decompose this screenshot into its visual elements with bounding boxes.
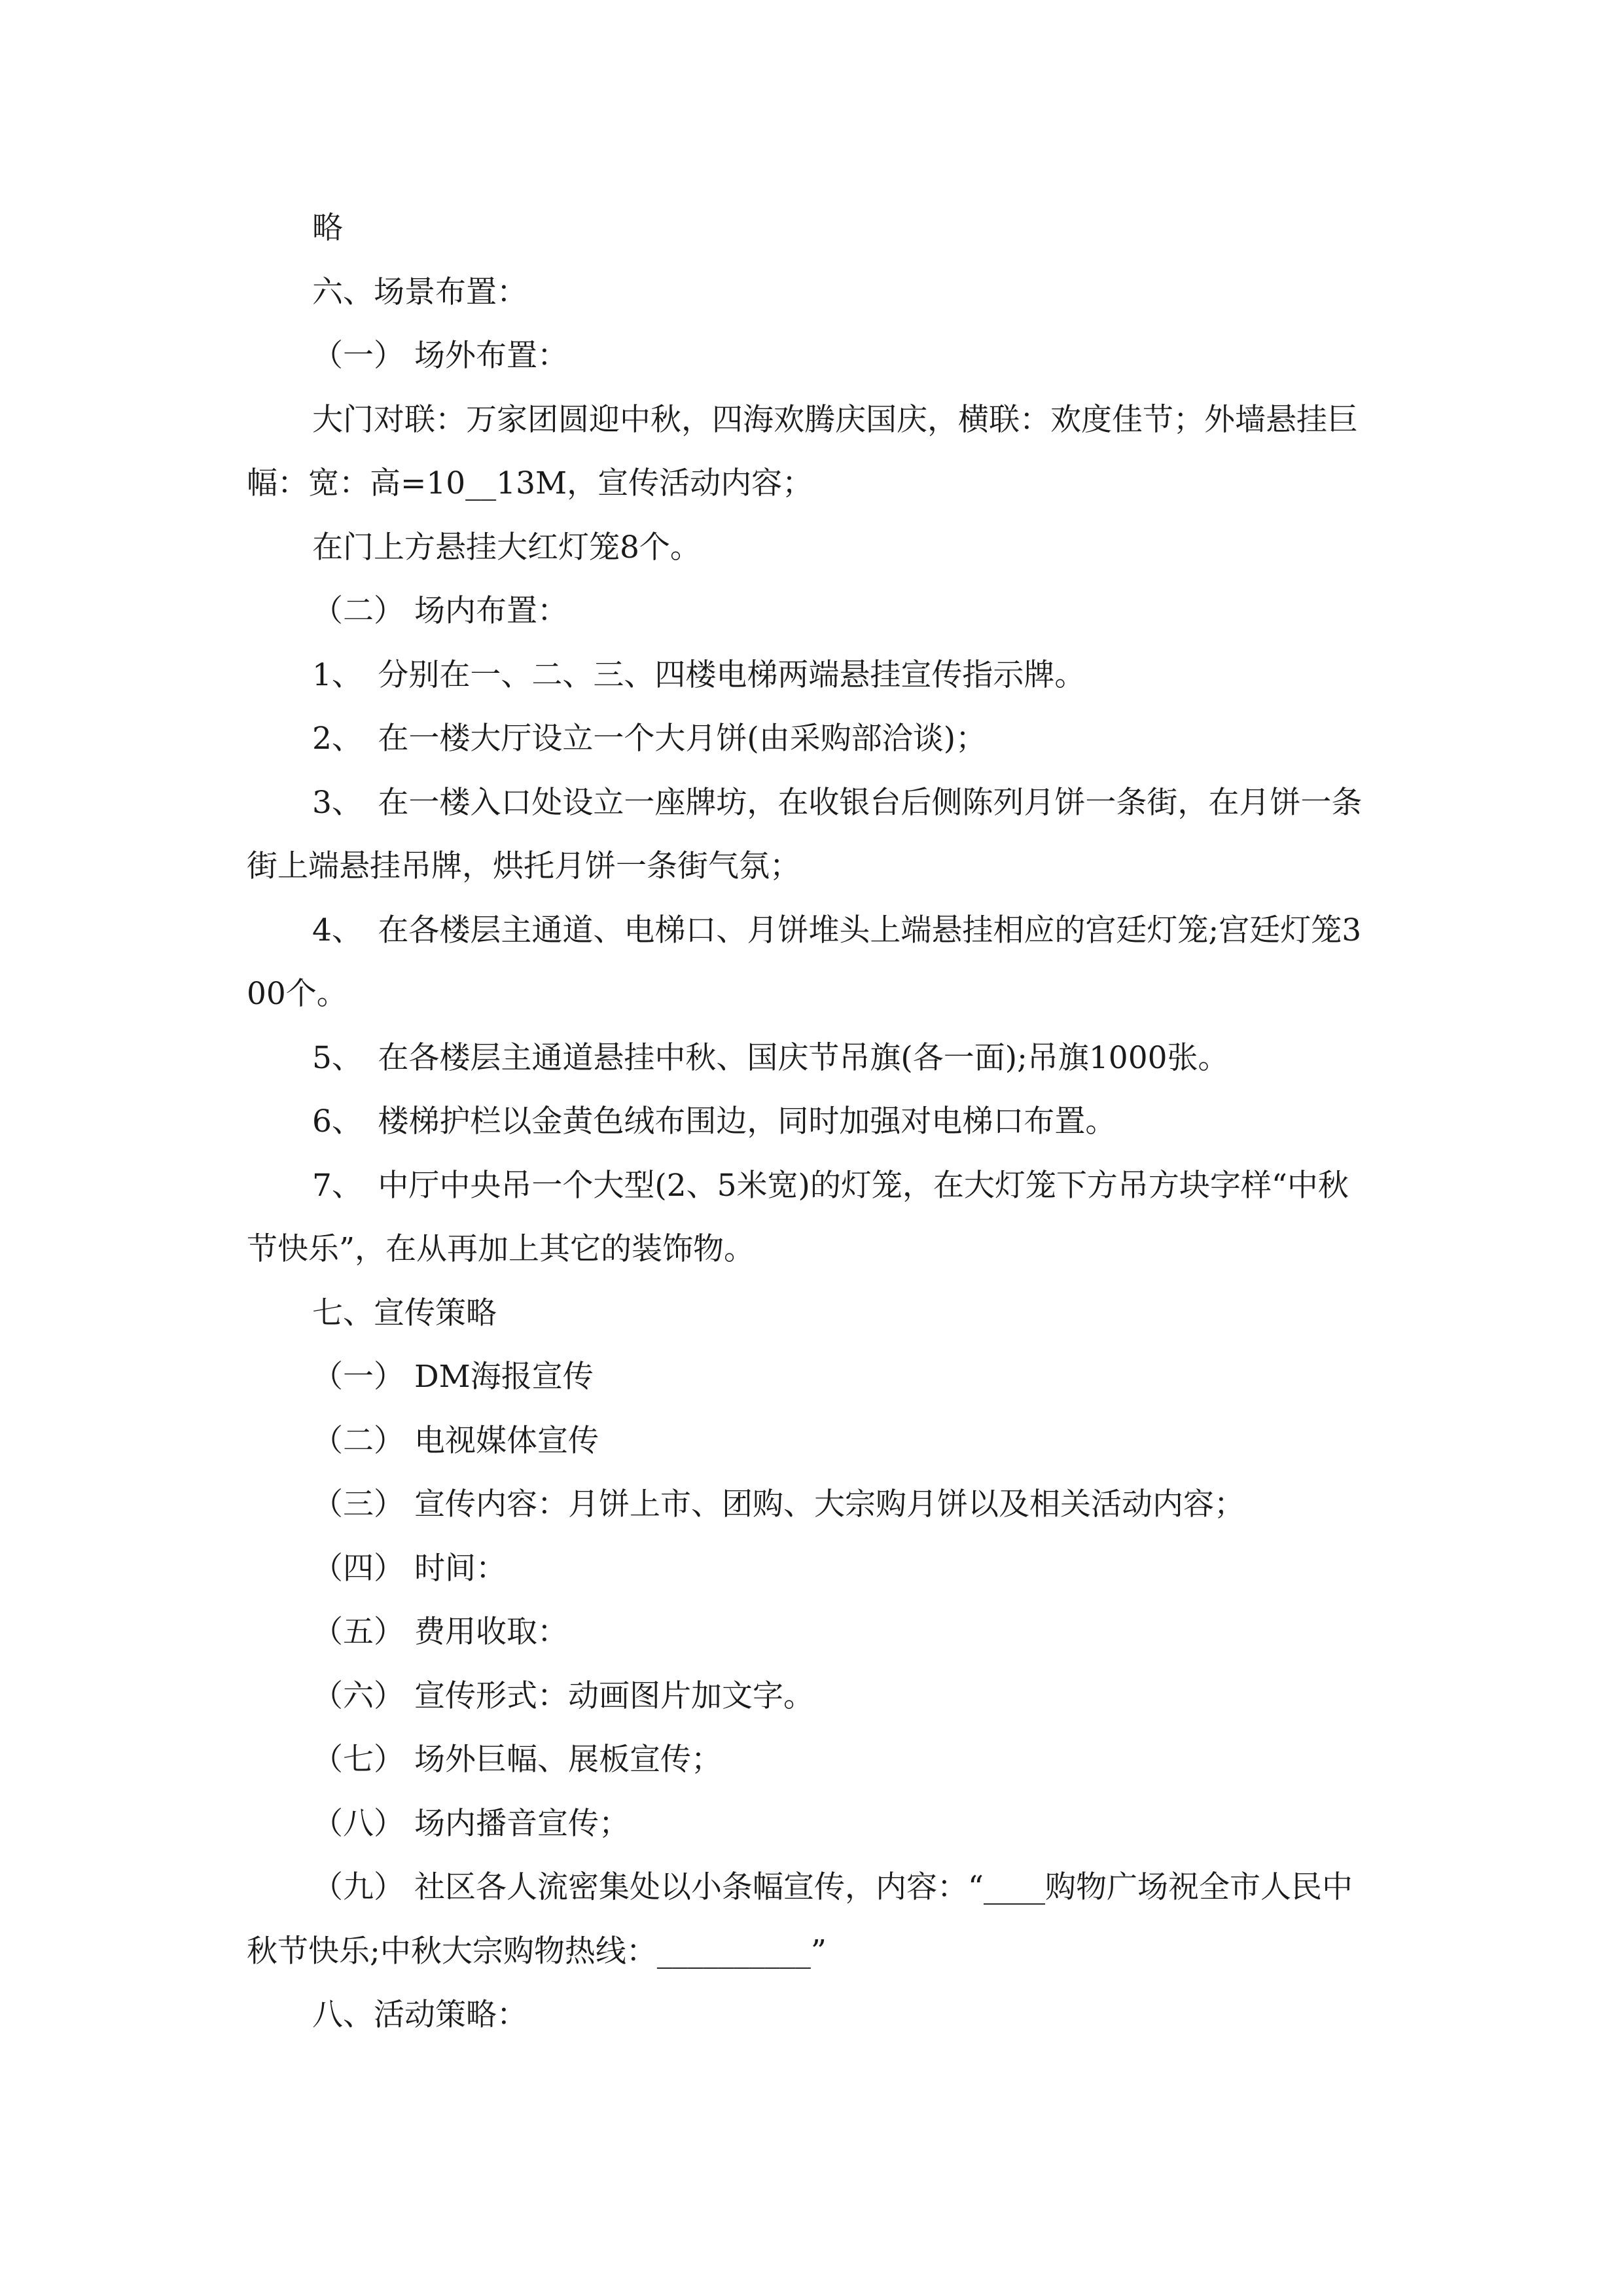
list-item: 1、 分别在一、二、三、四楼电梯两端悬挂宣传指示牌。	[312, 656, 1086, 693]
list-item: （五） 费用收取：	[312, 1614, 568, 1650]
section-heading-7: 七、宣传策略	[312, 1295, 497, 1331]
list-item: （八） 场内播音宣传；	[312, 1805, 630, 1842]
list-item: 7、 中厅中央吊一个大型(2、5米宽)的灯笼，在大灯笼下方吊方块字样“中秋节快乐”，在从再加上其它的装饰物。	[247, 1167, 1349, 1267]
list-item: 4、 在各楼层主通道、电梯口、月饼堆头上端悬挂相应的宫廷灯笼;宫廷灯笼300个。	[247, 912, 1362, 1012]
list-item: （四） 时间：	[312, 1550, 507, 1587]
list-item: （七） 场外巨幅、展板宣传；	[312, 1742, 722, 1778]
list-item: （一） DM海报宣传	[312, 1359, 594, 1395]
subheading: （一） 场外布置：	[312, 338, 568, 374]
list-item: （九） 社区各人流密集处以小条幅宣传，内容：“____购物广场祝全市人民中秋节快乐;中秋大宗购物热线：__________”	[247, 1869, 1353, 1969]
paragraph: 在门上方悬挂大红灯笼8个。	[312, 529, 701, 565]
paragraph: 略	[312, 210, 343, 246]
list-item: 2、 在一楼大厅设立一个大月饼(由采购部洽谈)；	[312, 721, 987, 757]
document-body	[247, 196, 1379, 2047]
section-heading-8: 八、活动策略：	[312, 1997, 527, 2033]
list-item: 5、 在各楼层主通道悬挂中秋、国庆节吊旗(各一面);吊旗1000张。	[312, 1039, 1229, 1076]
list-item: （六） 宣传形式：动画图片加文字。	[312, 1677, 814, 1714]
section-heading-6: 六、场景布置：	[312, 274, 527, 310]
list-item: 3、 在一楼入口处设立一座牌坊，在收银台后侧陈列月饼一条街，在月饼一条街上端悬挂吊牌，烘托月饼一条街气氛；	[247, 784, 1363, 884]
list-item: （二） 电视媒体宣传	[312, 1422, 599, 1459]
list-item: 6、 楼梯护栏以金黄色绒布围边，同时加强对电梯口布置。	[312, 1103, 1116, 1139]
paragraph: 大门对联：万家团圆迎中秋，四海欢腾庆国庆，横联：欢度佳节；外墙悬挂巨幅：宽：高=10__13M，宣传活动内容；	[247, 401, 1358, 501]
subheading: （二） 场内布置：	[312, 593, 568, 629]
list-item: （三） 宣传内容：月饼上市、团购、大宗购月饼以及相关活动内容；	[312, 1486, 1245, 1522]
